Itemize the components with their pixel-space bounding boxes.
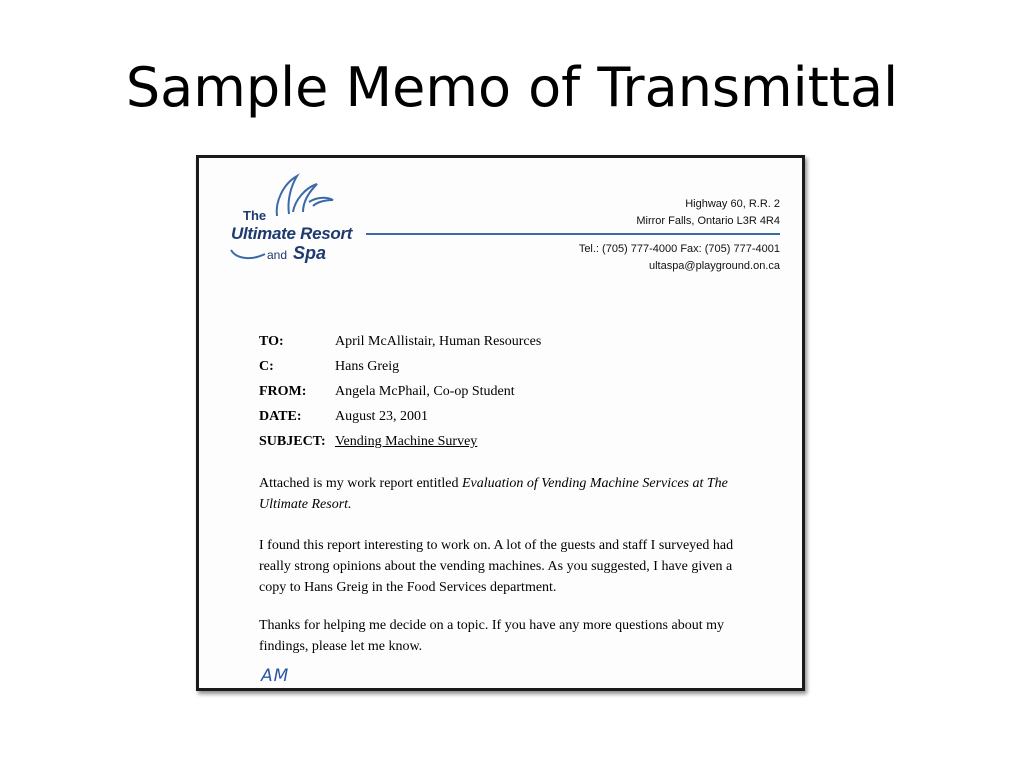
p1-text: Attached is my work report entitled <box>259 476 462 491</box>
to-label: TO: <box>259 334 284 349</box>
memo-subject <box>259 434 477 450</box>
body-paragraph-3: Thanks for helping me decide on a topic. If you have any more questions about my findings, please let me know. <box>259 618 724 654</box>
water-splash-icon <box>269 172 339 220</box>
memo-cc <box>259 359 399 375</box>
logo-and: and <box>267 248 288 262</box>
logo-spa: Spa <box>293 243 327 263</box>
letterhead-rule <box>366 233 780 235</box>
c-label: C: <box>259 359 274 374</box>
memo-date <box>259 409 428 425</box>
body-paragraph-2: I found this report interesting to work on. A lot of the guests and staff I surveyed had really strong opinions about the vending machines. As you suggested, I have given a copy to Hans Greig in the Food Services department. <box>259 538 734 595</box>
memo-to <box>259 334 541 350</box>
from-value: Angela McPhail, Co-op Student <box>335 384 515 399</box>
signature-initials: AM <box>261 666 290 686</box>
email-address: ultaspa@playground.on.ca <box>648 260 780 272</box>
logo-ultimate-resort: Ultimate Resort <box>231 224 353 243</box>
report-title: Evaluation of Vending Machine Services at The Ultimate Resort. <box>259 476 728 512</box>
memo-from <box>259 384 515 400</box>
phone-fax: Tel.: (705) 777-4000 Fax: (705) 777-4001 <box>578 243 780 255</box>
date-label: DATE: <box>259 409 302 424</box>
resort-logo <box>229 172 369 262</box>
slide-title: Sample Memo of Transmittal <box>125 56 899 119</box>
logo-the: The <box>243 208 267 223</box>
to-value: April McAllistair, Human Resources <box>335 334 542 349</box>
swoosh-icon <box>229 246 269 262</box>
date-value: August 23, 2001 <box>335 409 428 424</box>
subject-label: SUBJECT: <box>259 434 326 449</box>
address-line-2: Mirror Falls, Ontario L3R 4R4 <box>636 215 780 227</box>
c-value: Hans Greig <box>335 359 400 374</box>
subject-value: Vending Machine Survey <box>335 434 478 449</box>
address-line-1: Highway 60, R.R. 2 <box>685 198 780 210</box>
body-paragraph-1 <box>259 473 759 515</box>
memo-image <box>196 155 805 691</box>
from-label: FROM: <box>259 384 307 399</box>
